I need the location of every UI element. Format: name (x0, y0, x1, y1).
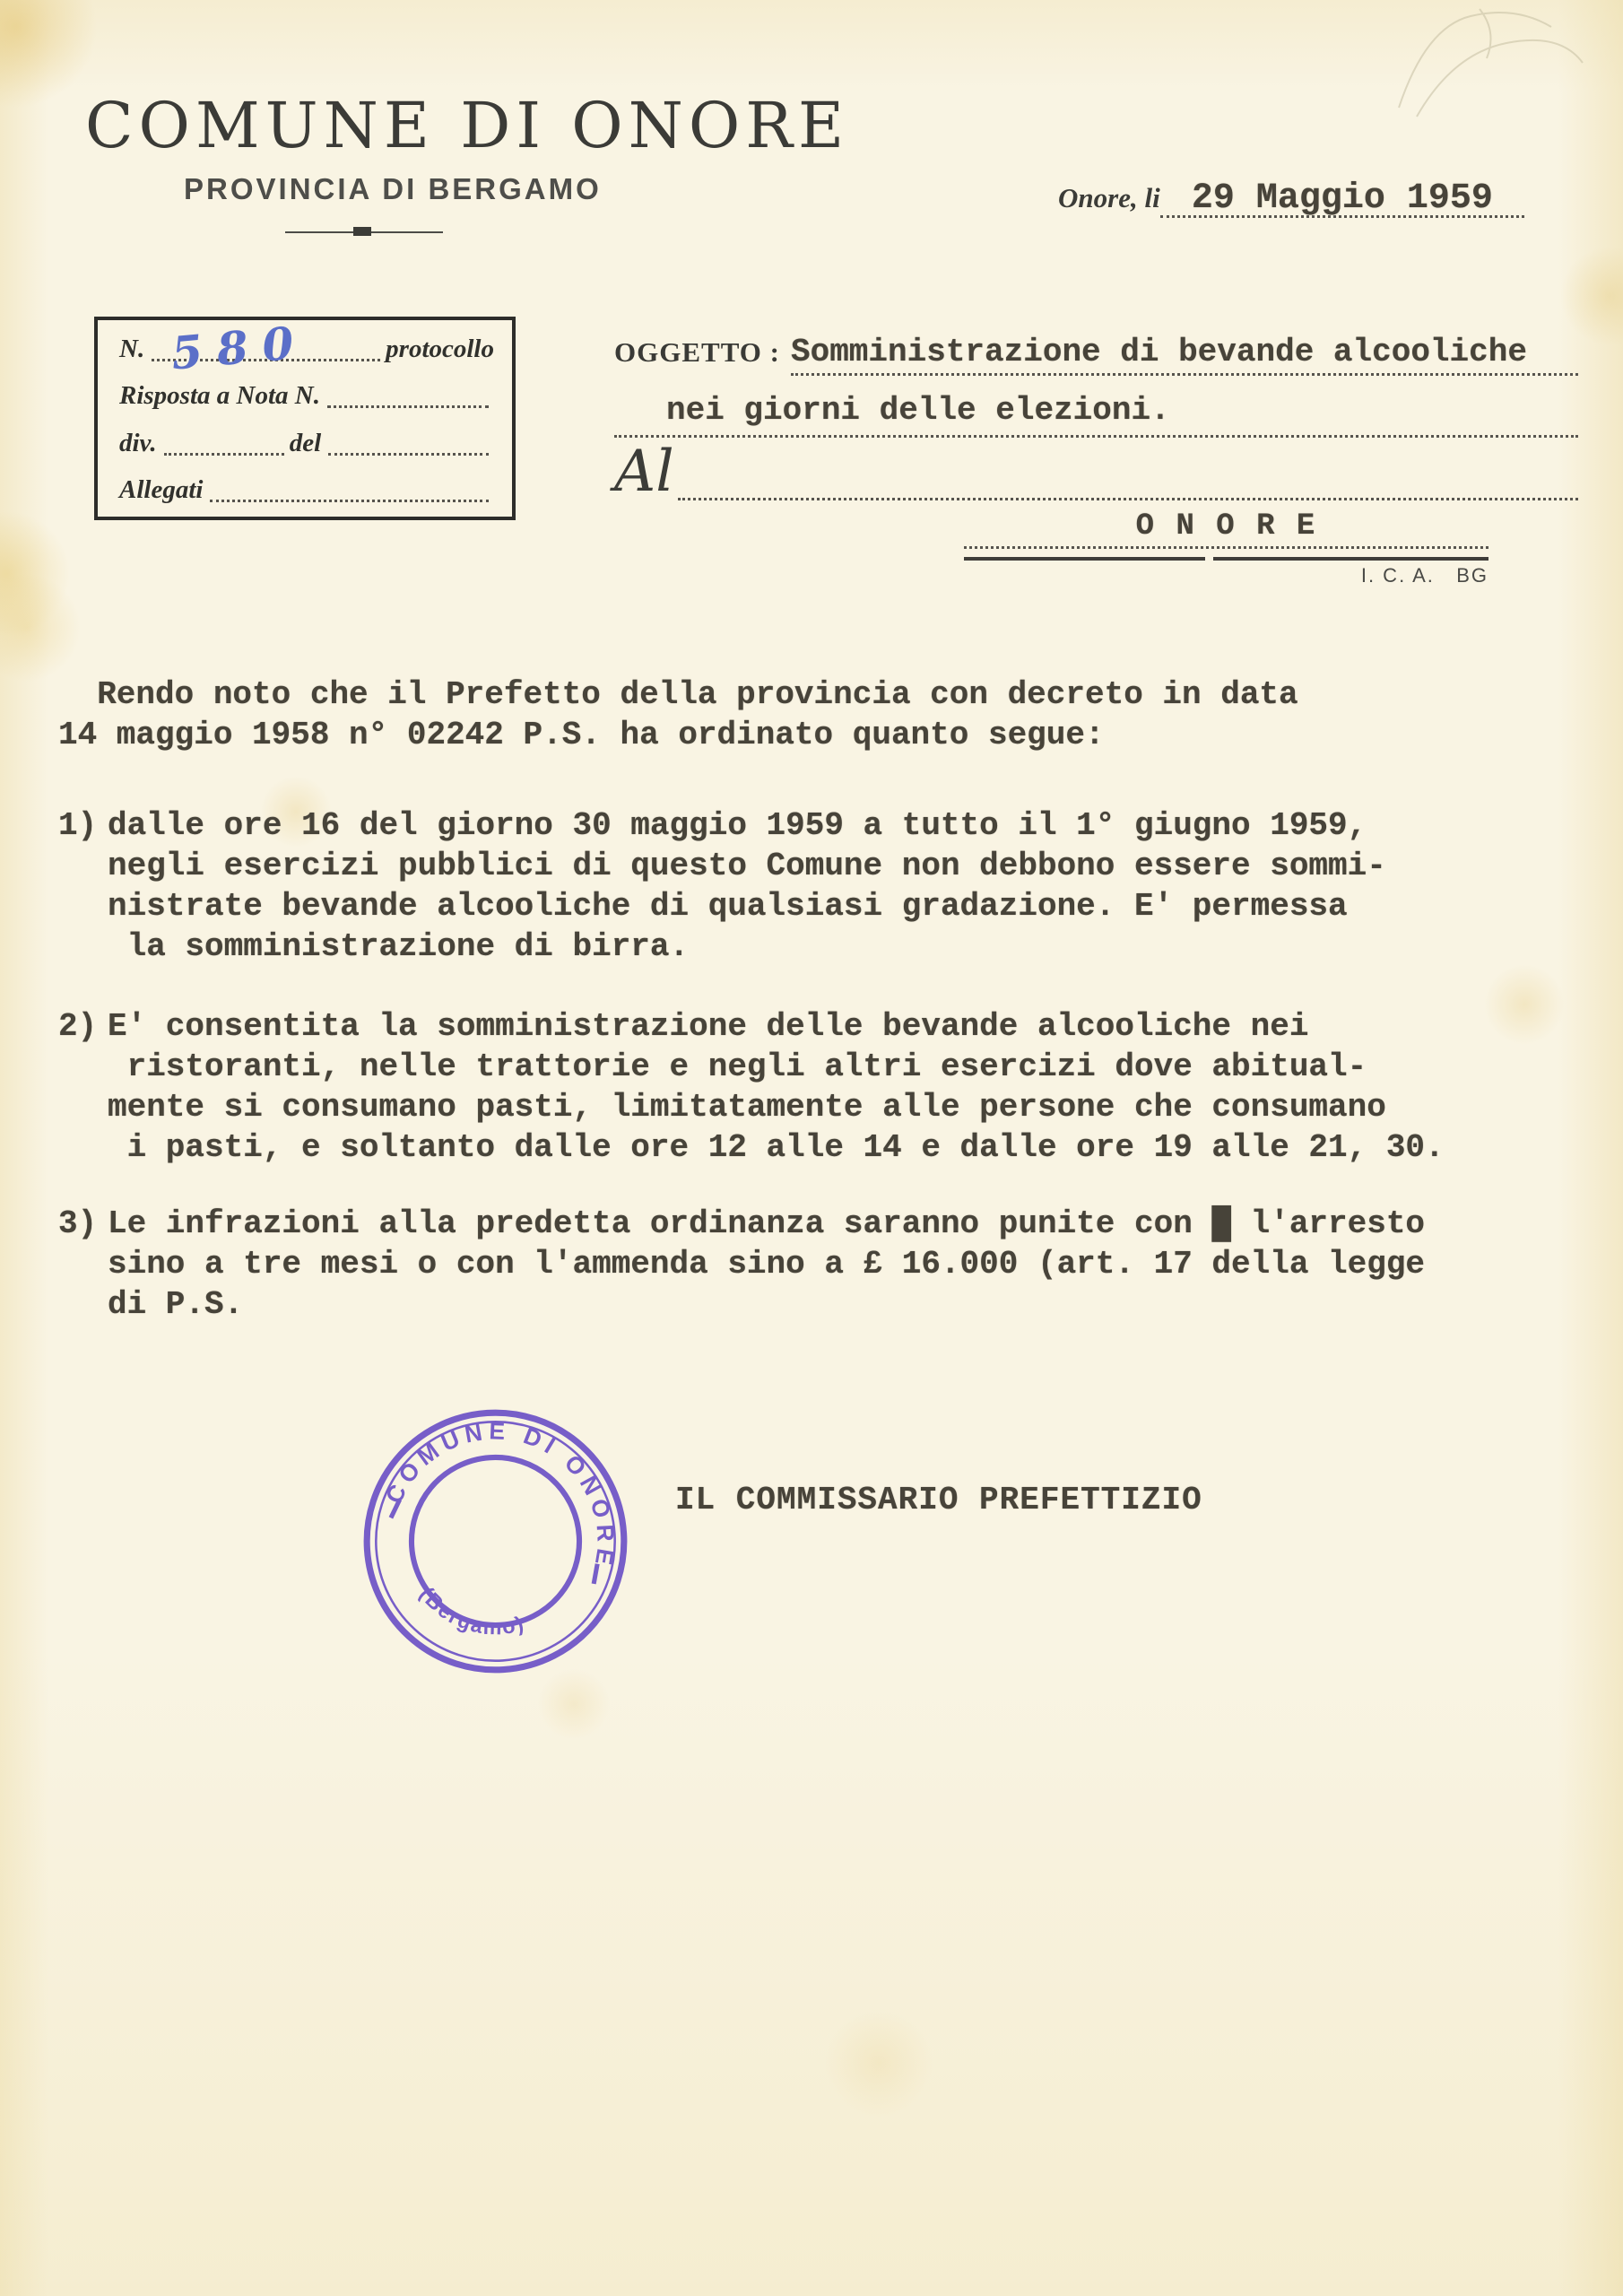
div-dotted-line (164, 426, 284, 456)
item-line: negli esercizi pubblici di questo Comune non debbono essere sommi- (108, 848, 1386, 884)
protocol-box (94, 317, 516, 520)
signature-title: IL COMMISSARIO PREFETTIZIO (675, 1482, 1202, 1518)
subject-block (614, 334, 1578, 587)
risposta-label: Risposta a Nota N. (119, 381, 320, 411)
item-line: ristoranti, nelle trattorie e negli altri esercizi dove abitual- (108, 1048, 1367, 1085)
ordinance-item-3 (58, 1204, 1529, 1325)
item-lines (108, 1006, 1529, 1168)
intro-line: 14 maggio 1958 n° 02242 P.S. ha ordinato quanto segue: (58, 717, 1105, 753)
risposta-dotted-line (327, 378, 489, 408)
item-line: i pasti, e soltanto dalle ore 12 alle 14 e dalle ore 19 alle 21, 30. (108, 1129, 1445, 1166)
intro-line: Rendo noto che il Prefetto della provincia con decreto in data (58, 676, 1298, 713)
item-line: E' consentita la somministrazione delle bevande alcooliche nei (108, 1008, 1309, 1045)
subject-line-2: nei giorni delle elezioni. (614, 378, 1578, 438)
province-subtitle: PROVINCIA DI BERGAMO (184, 172, 602, 205)
item-marker: 1) (58, 807, 98, 844)
date-dotted-line (1160, 179, 1524, 218)
recipient-underline (964, 557, 1488, 561)
subject-row-1 (614, 334, 1578, 376)
pencil-scribble (1345, 0, 1614, 135)
item-marker: 3) (58, 1205, 98, 1242)
date-label: Onore, li (1058, 182, 1160, 213)
allegati-dotted-line (210, 473, 489, 502)
date-value: 29 Maggio 1959 (1191, 178, 1493, 219)
stamp-bottom-text: (Bergamo) (415, 1582, 528, 1639)
item-marker: 2) (58, 1008, 98, 1045)
item-line: mente si consumano pasti, limitatamente alle persone che consumano (108, 1089, 1386, 1126)
div-label: div. (119, 428, 157, 457)
item-line: sino a tre mesi o con l'ammenda sino a £ 16.000 (art. 17 della legge (108, 1246, 1426, 1283)
item-line: dalle ore 16 del giorno 30 maggio 1959 a tutto il 1° giugno 1959, (108, 807, 1367, 844)
item-lines (108, 1204, 1529, 1325)
addressee-dotted-line (678, 453, 1578, 500)
date-line (1058, 179, 1524, 218)
protocollo-label: protocollo (386, 335, 494, 363)
del-label: del (289, 428, 322, 457)
protocol-number-row (119, 315, 494, 380)
item-line: Le infrazioni alla predetta ordinanza saranno punite con █ l'arresto (108, 1205, 1426, 1242)
letterhead-divider-ornament (353, 227, 371, 236)
al-script-label: Al (614, 439, 674, 505)
allegati-label: Allegati (119, 474, 204, 504)
letter-body (58, 674, 1529, 1325)
ordinance-item-1 (58, 805, 1529, 967)
allegati-row (119, 472, 494, 508)
recipient-block (964, 509, 1488, 587)
protocol-n-dotted-line (152, 315, 380, 380)
commune-title: COMUNE DI ONORE (85, 89, 850, 162)
protocol-number-handwritten: 580 (169, 315, 310, 380)
ica-note: I. C. A. BG (1360, 564, 1488, 587)
addressee-row (614, 439, 1578, 505)
protocol-n-label: N. (119, 335, 145, 363)
div-del-row (119, 425, 494, 461)
ordinance-item-2 (58, 1006, 1529, 1168)
subject-line-1: Somministrazione di bevande alcooliche (791, 334, 1578, 376)
recipient-name: O N O R E (964, 509, 1488, 549)
municipal-round-stamp (323, 1369, 667, 1713)
oggetto-label: OGGETTO : (614, 336, 780, 368)
del-dotted-line (328, 426, 489, 456)
svg-text:(Bergamo) (409, 1578, 534, 1652)
item-line: di P.S. (108, 1286, 244, 1323)
item-line: la somministrazione di birra. (108, 928, 690, 965)
item-lines (108, 805, 1529, 967)
stamp-top-text: COMUNE DI ONORE (379, 1417, 620, 1572)
item-line: nistrate bevande alcooliche di qualsiasi gradazione. E' permessa (108, 888, 1348, 925)
risposta-row (119, 378, 494, 413)
